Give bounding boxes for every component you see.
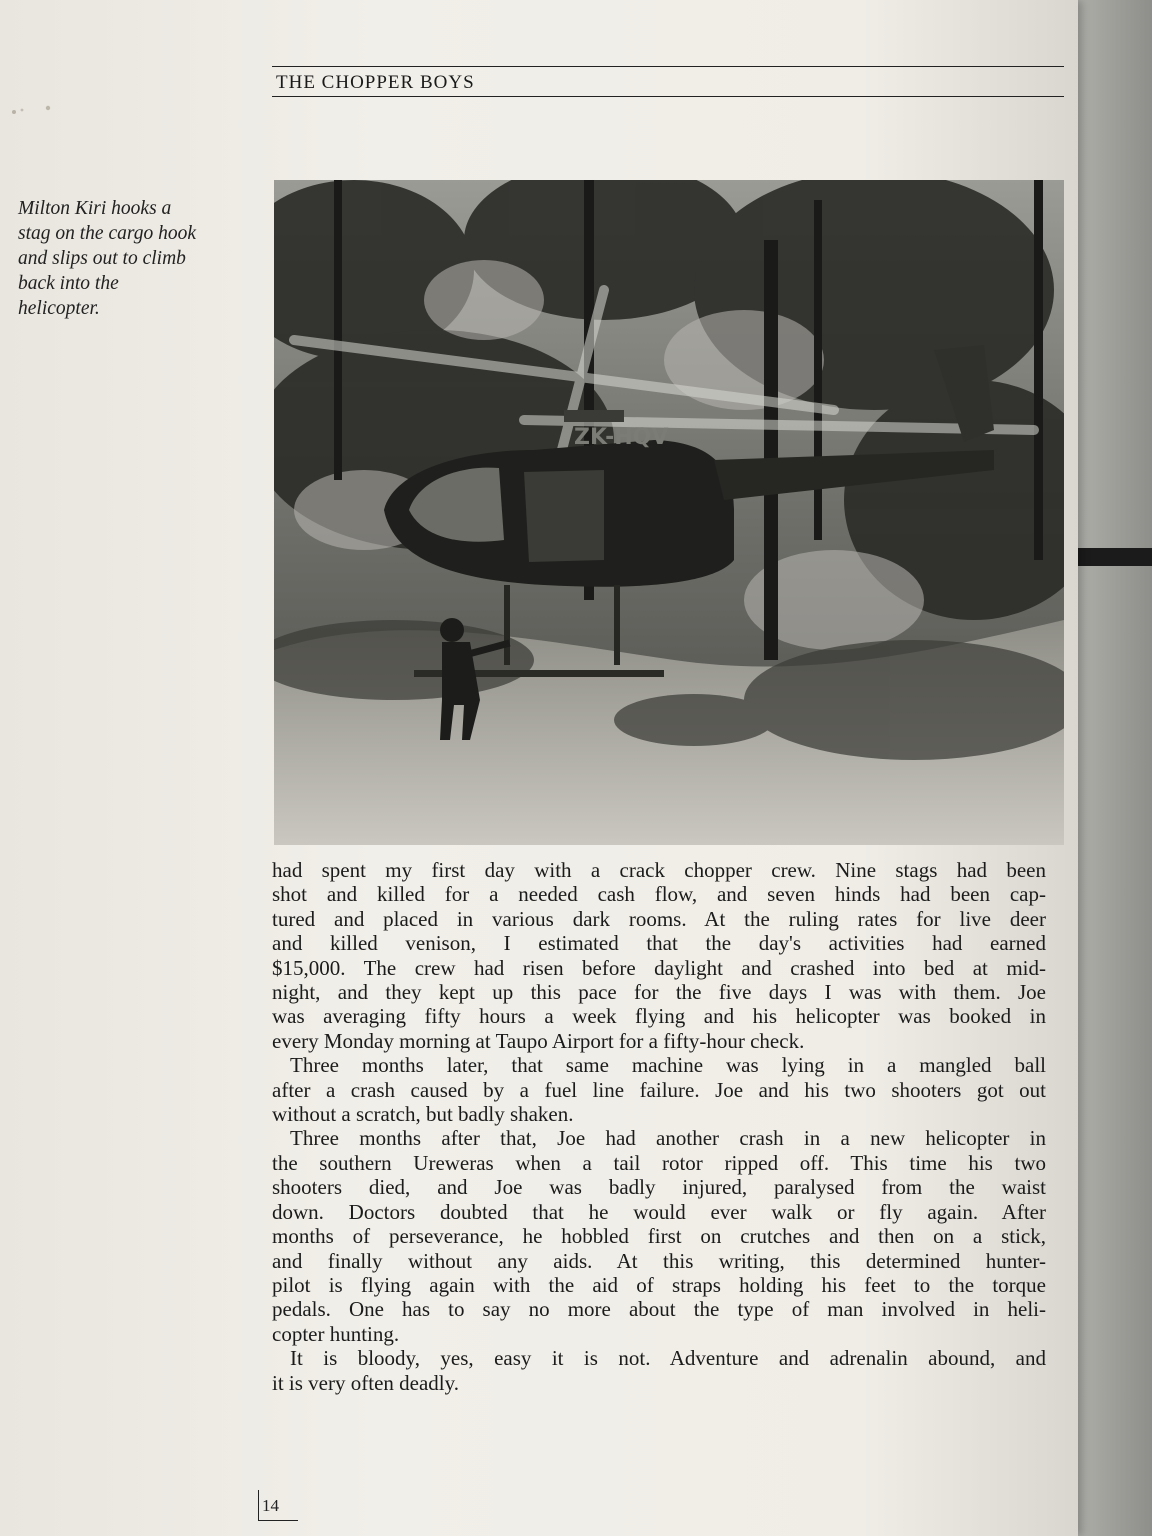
body-line: $15,000. The crew had risen before daylight and crashed into bed at mid- <box>272 955 1046 980</box>
body-line: pedals. One has to say no more about the type of man involved in heli- <box>272 1297 1046 1322</box>
body-text <box>272 858 1046 1395</box>
body-line: down. Doctors doubted that he would ever walk or fly again. After <box>272 1199 1046 1224</box>
helicopter-photo <box>274 180 1064 845</box>
body-line: and finally without any aids. At this writing, this determined hunter- <box>272 1248 1046 1273</box>
header-rule-bottom <box>272 96 1064 97</box>
running-title: THE CHOPPER BOYS <box>276 72 475 93</box>
body-line: shooters died, and Joe was badly injured, paralysed from the waist <box>272 1175 1046 1200</box>
caption-line: back into the <box>18 273 119 294</box>
body-line: Three months after that, Joe had another crash in a new helicopter in <box>290 1126 1046 1151</box>
caption-line: and slips out to climb <box>18 248 186 269</box>
body-line: every Monday morning at Taupo Airport for a fifty-hour check. <box>272 1028 805 1053</box>
page-smudge <box>4 100 64 120</box>
page-number: 14 <box>262 1496 279 1515</box>
body-line: shot and killed for a needed cash flow, and seven hinds had been cap- <box>272 882 1046 907</box>
body-line: night, and they kept up this pace for the five days I was with them. Joe <box>272 980 1046 1005</box>
header-rule-top <box>272 66 1064 67</box>
registration-text: ZK-HQV <box>574 425 669 450</box>
background-stripe <box>1072 548 1152 566</box>
body-line: pilot is flying again with the aid of straps holding his feet to the torque <box>272 1272 1046 1297</box>
photo-caption <box>18 196 258 321</box>
body-line: Three months later, that same machine was lying in a mangled ball <box>290 1053 1046 1078</box>
helicopter-photo-image <box>274 180 1064 845</box>
running-header <box>272 58 1064 102</box>
body-line: It is bloody, yes, easy it is not. Adventure and adrenalin abound, and <box>290 1346 1046 1371</box>
body-line: and killed venison, I estimated that the day's activities had earned <box>272 931 1046 956</box>
folio-rule-vertical <box>258 1490 259 1520</box>
body-line: it is very often deadly. <box>272 1370 460 1395</box>
body-line: had spent my first day with a crack chopper crew. Nine stags had been <box>272 858 1046 882</box>
body-line: after a crash caused by a fuel line failure. Joe and his two shooters got out <box>272 1077 1046 1102</box>
body-line: was averaging fifty hours a week flying and his helicopter was booked in <box>272 1004 1046 1029</box>
body-line: tured and placed in various dark rooms. At the ruling rates for live deer <box>272 906 1046 931</box>
body-line: months of perseverance, he hobbled first on crutches and then on a stick, <box>272 1224 1046 1249</box>
caption-line: Milton Kiri hooks a <box>18 198 172 219</box>
body-line: copter hunting. <box>272 1321 400 1346</box>
body-line: the southern Ureweras when a tail rotor ripped off. This time his two <box>272 1150 1046 1175</box>
folio-rule <box>258 1520 298 1521</box>
caption-line: stag on the cargo hook <box>18 223 197 244</box>
body-line: without a scratch, but badly shaken. <box>272 1102 574 1127</box>
caption-line: helicopter. <box>18 298 100 319</box>
